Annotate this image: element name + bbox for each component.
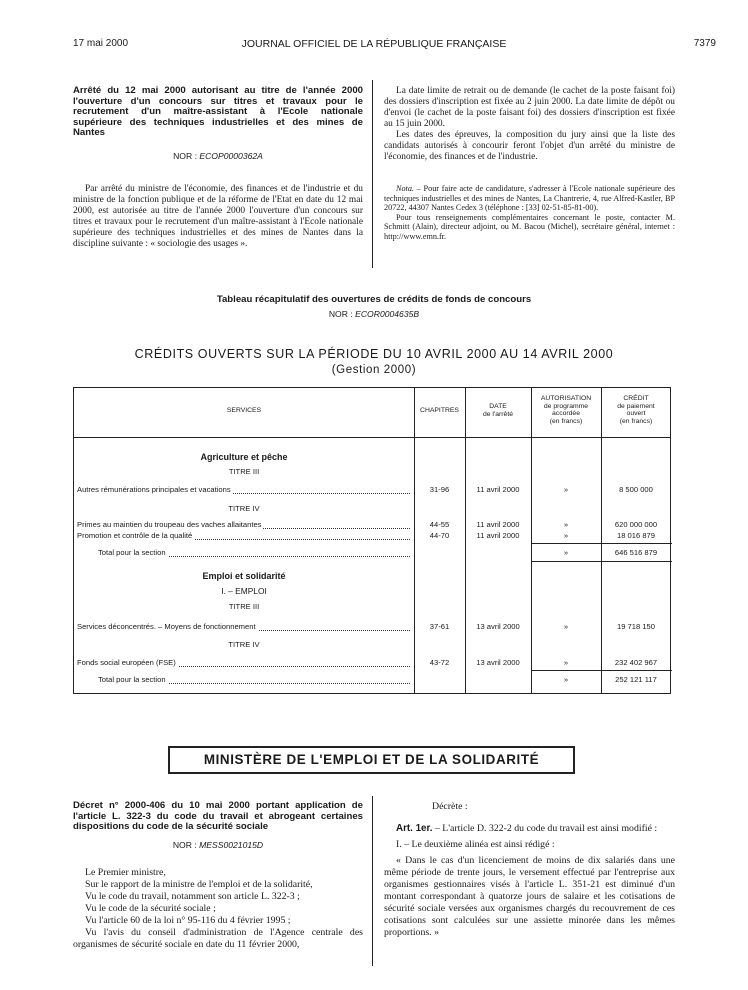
decret-right-column bbox=[384, 801, 675, 939]
row-chapitre: 44-70 bbox=[429, 531, 450, 540]
total-autorisation: » bbox=[563, 548, 569, 557]
column-divider-bottom bbox=[372, 796, 373, 966]
period-title: CRÉDITS OUVERTS SUR LA PÉRIODE DU 10 AVRIL 2000 AU 14 AVRIL 2000 bbox=[134, 347, 614, 361]
decret-line: Vu le code du travail, notamment son article L. 322-3 ; bbox=[85, 891, 300, 902]
col-header-credit bbox=[601, 395, 671, 425]
journal-title: JOURNAL OFFICIEL DE LA RÉPUBLIQUE FRANÇAISE bbox=[241, 38, 507, 50]
row-credit: 19 718 150 bbox=[616, 622, 655, 631]
col-header-date-1: DATE bbox=[489, 403, 507, 410]
row-autorisation: » bbox=[563, 485, 569, 494]
row-date: 11 avril 2000 bbox=[476, 520, 520, 529]
row-autorisation: » bbox=[563, 520, 569, 529]
row-date: 13 avril 2000 bbox=[476, 658, 520, 667]
row-label: Fonds social européen (FSE) bbox=[77, 658, 176, 667]
quote-text: « Dans le cas d'un licenciement de moins de dix salariés dans une même période de trente jours, le versement effectué par l'entreprise aux organismes gestionnaires visés à l'article L. 351-21 est diminué d'un montant correspondant à quatorze jours de salaire et les cotisations de sécurité sociale versées aux organismes chargés du recouvrement de ces cotisations sont calculées sur une assiette minorée dans les mêmes proportions. » bbox=[384, 855, 675, 938]
col-sep-4 bbox=[601, 388, 602, 693]
col-header-autorisation-4: (en francs) bbox=[549, 417, 583, 425]
col-header-chapitres: CHAPITRES bbox=[420, 407, 459, 414]
section-agriculture: Agriculture et pêche bbox=[200, 452, 288, 462]
tableau-nor bbox=[0, 309, 748, 319]
section1-titre3: TITRE III bbox=[228, 467, 260, 476]
col-sep-1 bbox=[414, 388, 415, 693]
gestion-label: (Gestion 2000) bbox=[331, 364, 417, 376]
decret-title: Décret n° 2000-406 du 10 mai 2000 portant application de l'article L. 322-3 du code du travail et abrogeant certaines dispositions du code de la sécurité sociale bbox=[73, 800, 363, 833]
col-sep-3 bbox=[531, 388, 532, 693]
decret-line: Vu l'article 60 de la loi n° 95-116 du 4 février 1995 ; bbox=[85, 915, 291, 926]
arrete-right-p2: Les dates des épreuves, la composition du jury ainsi que la liste des candidats autorisés à concourir feront l'objet d'un arrêté du ministre de l'économie, des finances et de l'industrie. bbox=[384, 130, 675, 162]
col-header-services: SERVICES bbox=[226, 407, 262, 414]
row-credit: 18 016 879 bbox=[616, 531, 655, 540]
article-1-label: Art. 1er. bbox=[396, 823, 433, 834]
total-label: Total pour la section bbox=[98, 548, 166, 557]
col-header-date bbox=[465, 403, 531, 418]
subtotal-rule bbox=[531, 670, 672, 671]
arrete-note-p2: Pour tous renseignements complémentaires concernant le poste, contacter M. Schmitt (Alain), directeur adjoint, ou M. Bacou (Michel), secrétaire général, internet : http://www.emn.fr. bbox=[384, 212, 675, 241]
credits-table bbox=[73, 387, 671, 694]
section1-titre4: TITRE IV bbox=[228, 504, 260, 513]
tableau-nor-label: NOR : bbox=[328, 309, 353, 319]
col-header-autorisation bbox=[531, 395, 601, 425]
note-label: Nota. bbox=[396, 184, 414, 193]
total-label: Total pour la section bbox=[98, 675, 166, 684]
section2-sub: I. – EMPLOI bbox=[221, 586, 267, 596]
tableau-title: Tableau récapitulatif des ouvertures de crédits de fonds de concours bbox=[216, 294, 532, 305]
row-label: Services déconcentrés. – Moyens de fonctionnement bbox=[77, 622, 256, 631]
arrete-note bbox=[384, 184, 675, 242]
article-1 bbox=[384, 823, 675, 835]
header-divider bbox=[74, 437, 670, 438]
total-autorisation: » bbox=[563, 675, 569, 684]
decrete-label: Décrète : bbox=[432, 801, 468, 812]
row-chapitre: 43-72 bbox=[429, 658, 450, 667]
col-header-date-2: de l'arrêté bbox=[482, 410, 513, 418]
arrete-nor-code: ECOP0000362A bbox=[199, 151, 263, 161]
col-header-credit-1: CRÉDIT bbox=[623, 395, 649, 402]
decret-nor bbox=[73, 840, 363, 850]
row-autorisation: » bbox=[563, 531, 569, 540]
col-header-autorisation-2: de programme bbox=[543, 402, 589, 410]
section2-titre3: TITRE III bbox=[228, 602, 260, 611]
col-header-credit-2: de paiement bbox=[617, 402, 655, 410]
decret-visas bbox=[73, 867, 363, 951]
decret-line: Vu le code de la sécurité sociale ; bbox=[85, 903, 216, 914]
col-header-autorisation-3: accordée bbox=[552, 410, 580, 418]
row-credit: 620 000 000 bbox=[614, 520, 658, 529]
decret-nor-code: MESS0021015D bbox=[199, 840, 264, 850]
decret-nor-label: NOR : bbox=[172, 840, 197, 850]
decret-line: Vu l'avis du conseil d'administration de l'Agence centrale des organismes de sécurité sociale en date du 11 février 2000, bbox=[73, 927, 363, 950]
row-chapitre: 31-96 bbox=[429, 485, 450, 494]
row-credit: 232 402 967 bbox=[614, 658, 658, 667]
arrete-nor-label: NOR : bbox=[173, 151, 197, 161]
ministry-title: MINISTÈRE DE L'EMPLOI ET DE LA SOLIDARITÉ bbox=[168, 746, 575, 774]
section-emploi: Emploi et solidarité bbox=[202, 571, 286, 581]
arrete-right-column bbox=[384, 86, 675, 163]
arrete-right-p1: La date limite de retrait ou de demande (le cachet de la poste faisant foi) des dossiers d'inscription est fixée au 2 juin 2000. La date limite de dépôt ou d'envoi (le cachet de la poste faisant foi) des dossiers d'inscription est fixée au 15 juin 2000. bbox=[384, 86, 675, 129]
arrete-nor bbox=[73, 151, 363, 161]
col-header-credit-4: (en francs) bbox=[619, 417, 653, 425]
decret-line: Sur le rapport de la ministre de l'emploi et de la solidarité, bbox=[85, 879, 313, 890]
point-1: I. – Le deuxième alinéa est ainsi rédigé : bbox=[396, 839, 555, 850]
total-credit: 646 516 879 bbox=[614, 548, 658, 557]
section2-titre4: TITRE IV bbox=[228, 640, 260, 649]
row-autorisation: » bbox=[563, 622, 569, 631]
row-date: 11 avril 2000 bbox=[476, 531, 520, 540]
row-credit: 8 500 000 bbox=[619, 485, 653, 494]
row-label: Promotion et contrôle de la qualité bbox=[77, 531, 193, 540]
note-p1-text: – Pour faire acte de candidature, s'adresser à l'Ecole nationale supérieure des techniques industrielles et des mines de Nantes, La Chantrerie, 4, rue Alfred-Kastler, BP 20722, 44307 Nantes Cedex 3 (téléphone : [33] 02-51-85-81-00). bbox=[384, 184, 675, 213]
decret-line: Le Premier ministre, bbox=[85, 867, 166, 878]
col-header-autorisation-1: AUTORISATION bbox=[540, 395, 592, 402]
page-number: 7379 bbox=[693, 38, 716, 49]
article-1-text: – L'article D. 322-2 du code du travail est ainsi modifié : bbox=[432, 823, 658, 834]
row-date: 11 avril 2000 bbox=[476, 485, 520, 494]
row-label: Autres rémunérations principales et vacations bbox=[77, 485, 231, 494]
row-date: 13 avril 2000 bbox=[476, 622, 520, 631]
total-rule bbox=[531, 561, 672, 562]
row-label: Primes au maintien du troupeau des vaches allaitantes bbox=[77, 520, 262, 529]
col-header-credit-3: ouvert bbox=[626, 410, 646, 418]
header-date: 17 mai 2000 bbox=[73, 38, 129, 49]
row-chapitre: 44-55 bbox=[429, 520, 450, 529]
arrete-note-p1 bbox=[384, 184, 675, 213]
subtotal-rule bbox=[531, 543, 672, 544]
col-sep-2 bbox=[465, 388, 466, 693]
total-credit: 252 121 117 bbox=[615, 675, 657, 684]
row-chapitre: 37-61 bbox=[429, 622, 450, 631]
column-divider-top bbox=[372, 80, 373, 268]
arrete-title: Arrêté du 12 mai 2000 autorisant au titre de l'année 2000 l'ouverture d'un concours sur titres et travaux pour le recrutement d'un maître-assistant à l'Ecole nationale supérieure des techniques industrielles et des mines de Nantes bbox=[73, 85, 363, 139]
row-autorisation: » bbox=[563, 658, 569, 667]
arrete-body bbox=[73, 184, 363, 250]
arrete-body-text: Par arrêté du ministre de l'économie, des finances et de l'industrie et du ministre de la fonction publique et de la réforme de l'Etat en date du 12 mai 2000, est autorisée au titre de l'année 2000 l'ouverture d'un concours sur titres et travaux pour le recrutement d'un maître-assistant à l'Ecole nationale supérieure des techniques industrielles et des mines de Nantes dans la discipline suivante : « sociologie des usages ». bbox=[73, 184, 363, 249]
tableau-nor-code: ECOR0004635B bbox=[355, 309, 420, 319]
